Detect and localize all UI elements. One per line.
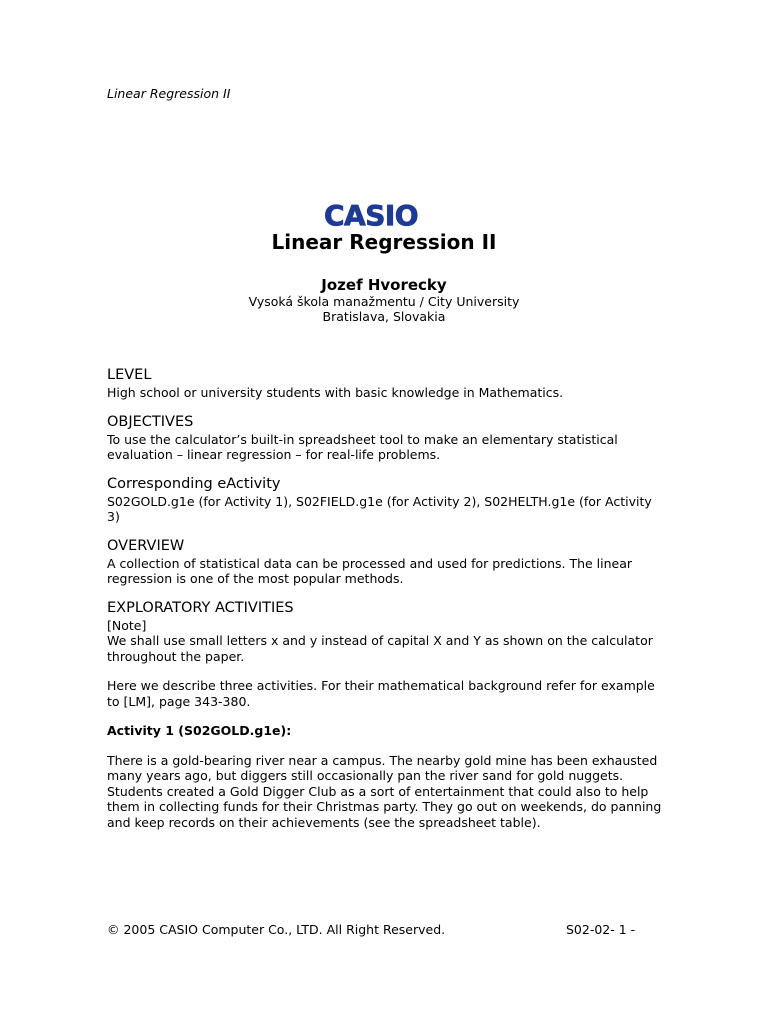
activity-1-title: Activity 1 (S02GOLD.g1e): [107, 723, 292, 738]
note-label: [Note] [107, 617, 147, 633]
section-heading-level: LEVEL [107, 367, 152, 383]
footer-page-id: S02-02- 1 - [566, 922, 636, 937]
author-location: Bratislava, Slovakia [322, 309, 446, 324]
section-heading-objectives: OBJECTIVES [107, 413, 194, 430]
section-level [107, 366, 667, 401]
section-overview [107, 537, 667, 587]
author-affiliation: Vysoká škola manažmentu / City University [248, 294, 520, 309]
section-heading-eactivity: Corresponding eActivity [107, 475, 281, 492]
section-body-objectives: To use the calculator’s built-in spreadsheet tool to make an elementary statistical evaluation – linear regression – for real-life problems. [107, 431, 618, 462]
section-exploratory [107, 599, 667, 831]
document-title: Linear Regression II [271, 230, 497, 254]
author-name: Jozef Hvorecky [321, 276, 447, 294]
section-eactivity [107, 475, 667, 525]
section-body-level: High school or university students with basic knowledge in Mathematics. [107, 385, 564, 400]
section-heading-overview: OVERVIEW [107, 537, 185, 554]
section-objectives [107, 413, 667, 463]
section-body-eactivity: S02GOLD.g1e (for Activity 1), S02FIELD.g1e (for Activity 2), S02HELTH.g1e (for Activity 3) [107, 493, 652, 524]
casio-logo [322, 200, 458, 230]
casio-logo-text: CASIO [324, 200, 419, 230]
running-header: Linear Regression II [107, 86, 231, 101]
exploratory-intro: Here we describe three activities. For their mathematical background refer for example to [LM], page 343-380. [107, 678, 655, 709]
section-body-overview: A collection of statistical data can be processed and used for predictions. The linear regression is one of the most popular methods. [107, 555, 633, 586]
activity-1-body: There is a gold-bearing river near a campus. The nearby gold mine has been exhausted many years ago, but diggers still occasionally pan the river sand for gold nuggets. Students created a Gold Digger Club as a sort of entertainment that could also to help them in collecting funds for their Christmas party. They go out on weekends, do panning and keep records on their achievements (see the spreadsheet table). [107, 752, 662, 830]
footer-copyright: © 2005 CASIO Computer Co., LTD. All Right Reserved. [107, 922, 446, 937]
note-body: We shall use small letters x and y instead of capital X and Y as shown on the calculator throughout the paper. [107, 633, 653, 664]
section-heading-exploratory: EXPLORATORY ACTIVITIES [107, 599, 294, 616]
document-body [107, 366, 667, 830]
